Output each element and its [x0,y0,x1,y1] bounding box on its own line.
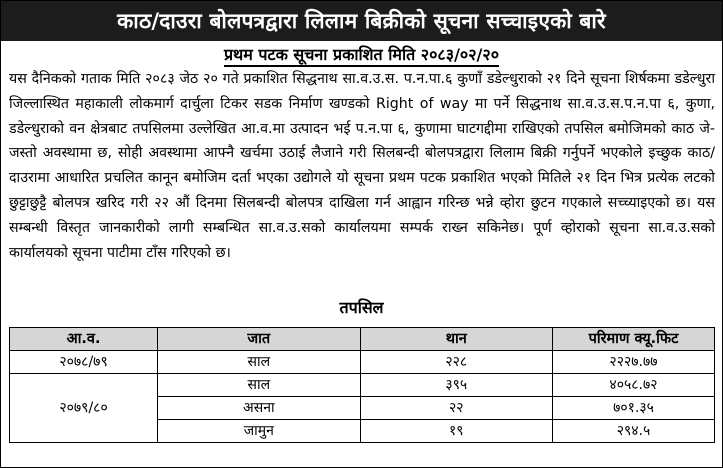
table-row [10,374,715,397]
species-cell: साल [158,351,360,374]
header-count: थान [360,328,552,351]
table-title: तपसिल [339,298,384,317]
publication-date-heading [1,45,722,65]
volume-cell: २२२७.७७ [553,351,715,374]
notice-title: काठ/दाउरा बोलपत्रद्वारा लिलाम बिक्रीको सूचना सच्चाइएको बारे [1,1,722,41]
volume-cell: २९४.५ [553,420,715,443]
volume-cell: ७०१.३५ [553,397,715,420]
fiscal-year-cell: २०७८/७९ [10,351,158,374]
count-cell: ३९५ [360,374,552,397]
species-cell: साल [158,374,360,397]
header-species: जात [158,328,360,351]
publication-date-text: प्रथम पटक सूचना प्रकाशित मिति २०८३/०२/२० [224,45,499,67]
volume-cell: ४०५८.७२ [553,374,715,397]
count-cell: २२८ [360,351,552,374]
notice-body: यस दैनिकको गताक मिति २०८३ जेठ २० गते प्रकाशित सिद्धनाथ सा.व.उ.स. प.न.पा.६ कुणाँ डडेल्धुराको २१ दिने सूचना शिर्षकमा डडेल्धुरा जिल्लास्थित महाकाली लोकमार्ग दार्चुला टिकर सडक निर्माण खण्डको Right of way मा पर्ने सिद्धनाथ सा.व.उ.स.प.न.पा ६, कुणा, डडेल्धुराको वन क्षेत्रबाट तपसिलमा उल्लेखित आ.व.मा उत्पादन भई प.न.पा ६, कुणामा घाटगद्दीमा राखिएको तपसिल बमोजिमको काठ जे-जस्तो अवस्थामा छ, सोही अवस्थामा आफ्नै खर्चमा उठाई लैजाने गरी सिलबन्दी बोलपत्रद्वारा लिलाम बिक्री गर्नुपर्ने भएकोले इच्छुक काठ/दाउरामा आधारित प्रचलित कानून बमोजिम दर्ता भएका उद्योगले यो सूचना प्रथम पटक प्रकाशित भएको मितिले २१ दिन भित्र प्रत्येक लटको छुट्टाछुट्टै बोलपत्र खरिद गरी २२ औं दिनमा सिलबन्दी बोलपत्र दाखिला गर्न आह्वान गरिन्छ भन्ने व्होरा छुटन गएकाले सच्च्याइएको छ। यस सम्बन्धी विस्तृत जानकारीको लागी सम्बन्धित सा.व.उ.सको कार्यालयमा सम्पर्क राख्न सकिनेछ। पूर्ण व्होराको सूचना सा.व.उ.सको कार्यालयको सूचना पाटीमा टाँस गरिएको छ। [9,71,715,261]
fiscal-year-cell: २०७९/८० [10,374,158,443]
table-row [10,351,715,374]
header-fiscal-year: आ.व. [10,328,158,351]
count-cell: २२ [360,397,552,420]
header-volume: परिमाण क्यू.फिट [553,328,715,351]
details-table [9,327,715,443]
count-cell: १९ [360,420,552,443]
species-cell: जामुन [158,420,360,443]
species-cell: असना [158,397,360,420]
table-header-row [10,328,715,351]
